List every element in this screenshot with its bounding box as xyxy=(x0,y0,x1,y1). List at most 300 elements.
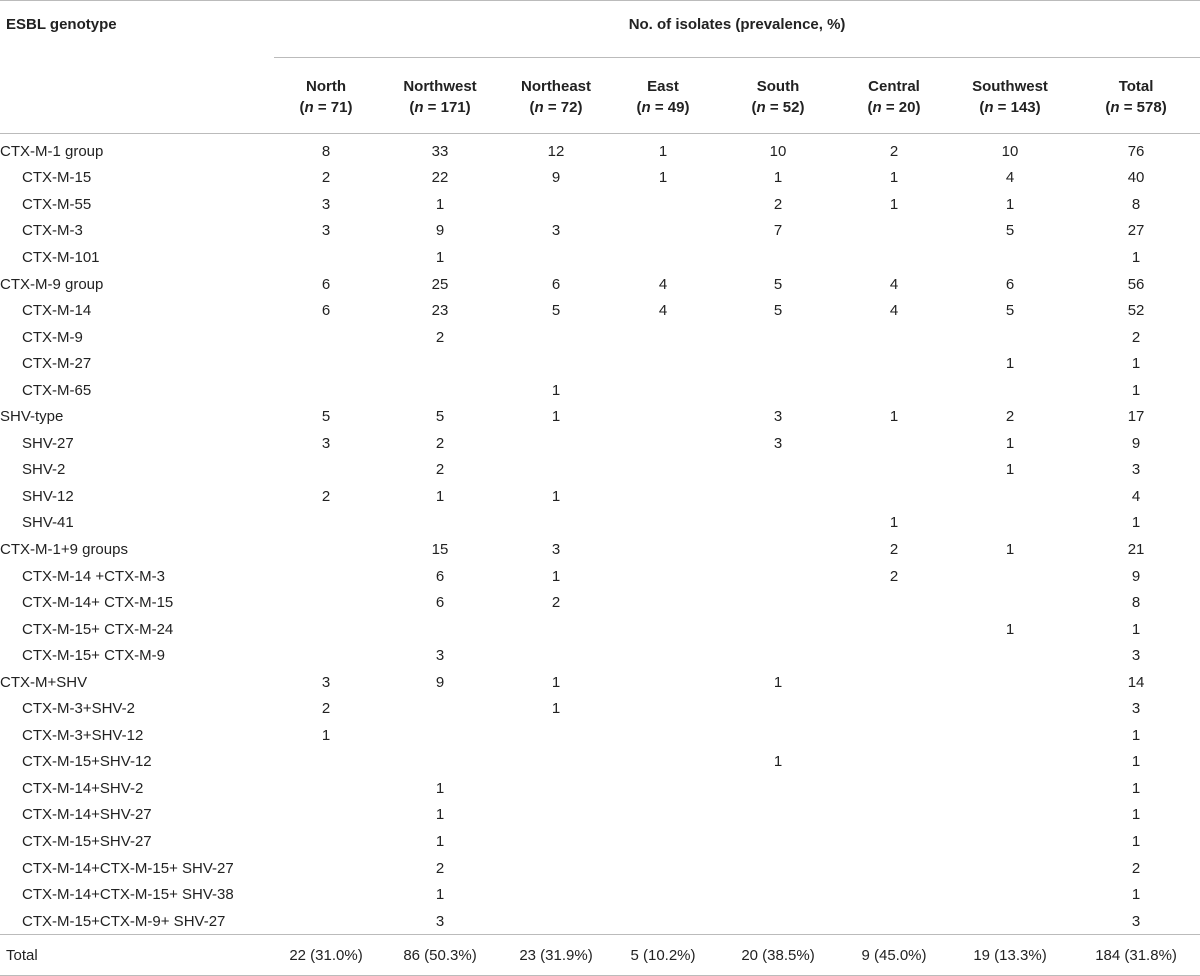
count-cell-northeast xyxy=(502,802,610,829)
genotype-label: CTX-M-14+CTX-M-15+ SHV-27 xyxy=(22,859,234,877)
count-cell-east xyxy=(610,536,716,563)
count-cell-northeast xyxy=(502,430,610,457)
count-cell-north xyxy=(274,828,378,855)
count-cell-central xyxy=(840,642,948,669)
count-cell-east xyxy=(610,828,716,855)
column-header-name: Southwest xyxy=(972,78,1048,95)
table-row xyxy=(0,669,1200,696)
count-cell-total: 40 xyxy=(1127,169,1145,187)
table-row xyxy=(0,536,1200,563)
genotype-label: SHV-41 xyxy=(22,514,74,532)
count-cell-southwest: 1 xyxy=(1005,620,1015,638)
total-cell-central: 9 (45.0%) xyxy=(840,935,948,976)
count-cell-central: 2 xyxy=(889,142,899,160)
count-cell-east xyxy=(610,244,716,271)
count-cell-south: 10 xyxy=(769,142,787,160)
table-row xyxy=(0,191,1200,218)
count-cell-south: 1 xyxy=(773,753,783,771)
count-cell-northeast xyxy=(502,855,610,882)
table-row xyxy=(0,589,1200,616)
table-row xyxy=(0,483,1200,510)
genotype-label: CTX-M-14+SHV-2 xyxy=(22,779,144,797)
count-cell-northwest xyxy=(378,695,502,722)
count-cell-central xyxy=(840,483,948,510)
count-cell-total: 56 xyxy=(1127,275,1145,293)
count-cell-northeast: 1 xyxy=(551,673,561,691)
count-cell-central xyxy=(840,430,948,457)
count-cell-central xyxy=(840,855,948,882)
count-cell-north xyxy=(274,244,378,271)
count-cell-central xyxy=(840,695,948,722)
genotype-label: CTX-M-55 xyxy=(22,195,92,213)
genotype-label: SHV-12 xyxy=(22,487,74,505)
count-cell-central xyxy=(840,218,948,245)
count-cell-total: 1 xyxy=(1131,620,1141,638)
count-cell-southwest xyxy=(948,749,1072,776)
count-cell-south: 1 xyxy=(773,169,783,187)
count-cell-north xyxy=(274,563,378,590)
column-header-equals: = xyxy=(650,99,668,116)
count-cell-southwest xyxy=(948,828,1072,855)
count-cell-central: 1 xyxy=(889,169,899,187)
count-cell-total: 1 xyxy=(1131,726,1141,744)
column-header-paren-open: ( xyxy=(409,99,415,116)
count-cell-east xyxy=(610,749,716,776)
table-row xyxy=(0,908,1200,935)
count-cell-northeast: 3 xyxy=(551,222,561,240)
count-cell-north xyxy=(274,775,378,802)
count-cell-northeast xyxy=(502,244,610,271)
count-cell-southwest xyxy=(948,563,1072,590)
count-cell-central xyxy=(840,244,948,271)
table-row xyxy=(0,165,1200,192)
table-row xyxy=(0,802,1200,829)
count-cell-southwest xyxy=(948,642,1072,669)
column-header-paren-close: ) xyxy=(347,99,353,116)
count-cell-total: 14 xyxy=(1127,673,1145,691)
count-cell-southwest xyxy=(948,802,1072,829)
count-cell-south xyxy=(716,536,840,563)
count-cell-total: 2 xyxy=(1131,328,1141,346)
count-cell-northwest: 2 xyxy=(435,859,445,877)
count-cell-central: 1 xyxy=(889,408,899,426)
count-cell-north xyxy=(274,324,378,351)
count-cell-east: 1 xyxy=(658,169,668,187)
table-row xyxy=(0,749,1200,776)
count-cell-northeast xyxy=(502,350,610,377)
count-cell-southwest xyxy=(948,855,1072,882)
column-header-central xyxy=(840,58,948,134)
count-cell-northwest xyxy=(378,510,502,537)
column-header-name: Central xyxy=(868,78,920,95)
table-row xyxy=(0,828,1200,855)
column-header-paren-open: ( xyxy=(529,99,535,116)
genotype-label: CTX-M-3+SHV-2 xyxy=(22,700,135,718)
table-row xyxy=(0,881,1200,908)
column-header-n-value: 49 xyxy=(667,99,685,116)
count-cell-total: 8 xyxy=(1131,594,1141,612)
genotype-label: CTX-M-14+CTX-M-15+ SHV-38 xyxy=(22,886,234,904)
column-header-northwest xyxy=(378,58,502,134)
table-row xyxy=(0,510,1200,537)
count-cell-north xyxy=(274,642,378,669)
column-header-equals: = xyxy=(423,99,441,116)
count-cell-central xyxy=(840,749,948,776)
count-cell-total: 1 xyxy=(1131,886,1141,904)
count-cell-northwest: 2 xyxy=(435,434,445,452)
column-header-paren-open: ( xyxy=(979,99,985,116)
count-cell-central: 2 xyxy=(889,567,899,585)
count-cell-northwest: 6 xyxy=(435,594,445,612)
table-row xyxy=(0,775,1200,802)
count-cell-northeast xyxy=(502,616,610,643)
count-cell-south xyxy=(716,855,840,882)
count-cell-northeast xyxy=(502,324,610,351)
count-cell-north xyxy=(274,536,378,563)
count-cell-southwest: 1 xyxy=(1005,355,1015,373)
column-header-n-symbol: n xyxy=(534,99,544,116)
total-cell-north: 22 (31.0%) xyxy=(274,935,378,976)
count-cell-north xyxy=(274,908,378,935)
count-cell-northwest: 1 xyxy=(435,886,445,904)
count-cell-south: 3 xyxy=(773,434,783,452)
count-cell-east xyxy=(610,218,716,245)
genotype-label: CTX-M-9 group xyxy=(0,275,104,293)
count-cell-northwest: 15 xyxy=(431,540,449,558)
count-cell-northwest: 9 xyxy=(435,222,445,240)
count-cell-total: 3 xyxy=(1131,912,1141,930)
total-cell-southwest: 19 (13.3%) xyxy=(948,935,1072,976)
count-cell-central: 1 xyxy=(889,514,899,532)
count-cell-total: 1 xyxy=(1131,248,1141,266)
count-cell-east xyxy=(610,908,716,935)
genotype-label: CTX-M-15+SHV-12 xyxy=(22,753,152,771)
column-header-east xyxy=(610,58,716,134)
count-cell-northeast: 1 xyxy=(551,381,561,399)
genotype-label: CTX-M-14+SHV-27 xyxy=(22,806,152,824)
count-cell-east xyxy=(610,191,716,218)
genotype-label: CTX-M-9 xyxy=(22,328,83,346)
count-cell-northwest xyxy=(378,377,502,404)
count-cell-north: 2 xyxy=(321,487,331,505)
count-cell-east xyxy=(610,722,716,749)
total-cell-east: 5 (10.2%) xyxy=(610,935,716,976)
count-cell-south xyxy=(716,828,840,855)
count-cell-north: 1 xyxy=(321,726,331,744)
count-cell-central: 4 xyxy=(889,302,899,320)
column-header-name: Total xyxy=(1118,78,1154,95)
column-header-name: Northwest xyxy=(403,78,477,95)
column-header-n-value: 71 xyxy=(330,99,348,116)
column-header-name: North xyxy=(306,78,346,95)
count-cell-north: 2 xyxy=(321,169,331,187)
count-cell-northeast xyxy=(502,775,610,802)
count-cell-east xyxy=(610,802,716,829)
count-cell-southwest xyxy=(948,377,1072,404)
count-cell-east xyxy=(610,695,716,722)
count-cell-northeast: 1 xyxy=(551,700,561,718)
count-cell-south xyxy=(716,483,840,510)
total-cell-south: 20 (38.5%) xyxy=(716,935,840,976)
count-cell-southwest: 1 xyxy=(1005,540,1015,558)
count-cell-north xyxy=(274,749,378,776)
count-cell-east: 1 xyxy=(658,142,668,160)
header-empty-cell xyxy=(0,58,274,134)
count-cell-east: 4 xyxy=(658,275,668,293)
count-cell-northeast: 6 xyxy=(551,275,561,293)
count-cell-south xyxy=(716,616,840,643)
count-cell-central xyxy=(840,377,948,404)
count-cell-northwest: 22 xyxy=(431,169,449,187)
count-cell-southwest: 1 xyxy=(1005,461,1015,479)
count-cell-northeast: 5 xyxy=(551,302,561,320)
count-cell-southwest xyxy=(948,589,1072,616)
count-cell-south xyxy=(716,350,840,377)
table-row xyxy=(0,457,1200,484)
count-cell-northwest: 2 xyxy=(435,461,445,479)
count-cell-southwest xyxy=(948,908,1072,935)
count-cell-south xyxy=(716,908,840,935)
column-header-paren-close: ) xyxy=(799,99,805,116)
count-cell-northeast: 3 xyxy=(551,540,561,558)
column-header-n-symbol: n xyxy=(872,99,882,116)
column-header-n-symbol: n xyxy=(641,99,651,116)
genotype-label: CTX-M-14 xyxy=(22,302,92,320)
total-row-label: Total xyxy=(0,935,274,976)
count-cell-southwest: 6 xyxy=(1005,275,1015,293)
count-cell-northeast xyxy=(502,722,610,749)
count-cell-north: 3 xyxy=(321,673,331,691)
count-cell-north xyxy=(274,855,378,882)
genotype-label: CTX-M-101 xyxy=(22,248,100,266)
count-cell-southwest xyxy=(948,669,1072,696)
genotype-header: ESBL genotype xyxy=(6,16,117,33)
table-row xyxy=(0,271,1200,298)
column-header-paren-open: ( xyxy=(1105,99,1111,116)
count-cell-north: 3 xyxy=(321,434,331,452)
column-header-paren-close: ) xyxy=(1161,99,1167,116)
count-cell-northeast xyxy=(502,908,610,935)
genotype-label: CTX-M-15+ CTX-M-24 xyxy=(22,620,174,638)
genotype-label: SHV-27 xyxy=(22,434,74,452)
count-cell-east xyxy=(610,430,716,457)
table-row xyxy=(0,563,1200,590)
genotype-label: CTX-M-1 group xyxy=(0,142,104,160)
column-header-equals: = xyxy=(543,99,561,116)
genotype-label: SHV-type xyxy=(0,408,64,426)
count-cell-north: 3 xyxy=(321,195,331,213)
count-cell-total: 3 xyxy=(1131,647,1141,665)
count-cell-south xyxy=(716,589,840,616)
count-cell-north: 6 xyxy=(321,302,331,320)
count-cell-northwest: 3 xyxy=(435,912,445,930)
count-cell-north xyxy=(274,350,378,377)
count-cell-east xyxy=(610,775,716,802)
count-cell-central xyxy=(840,802,948,829)
count-cell-northwest: 1 xyxy=(435,806,445,824)
column-header-n-value: 171 xyxy=(440,99,466,116)
count-cell-northwest xyxy=(378,350,502,377)
count-cell-southwest: 2 xyxy=(1005,408,1015,426)
count-cell-southwest xyxy=(948,510,1072,537)
count-cell-north xyxy=(274,802,378,829)
count-cell-north xyxy=(274,377,378,404)
table-row xyxy=(0,430,1200,457)
genotype-label: CTX-M-1+9 groups xyxy=(0,540,128,558)
genotype-label: CTX-M-65 xyxy=(22,381,92,399)
count-cell-southwest xyxy=(948,483,1072,510)
count-cell-northeast: 12 xyxy=(547,142,565,160)
count-cell-south: 3 xyxy=(773,408,783,426)
count-cell-northwest: 23 xyxy=(431,302,449,320)
column-header-name: Northeast xyxy=(520,78,591,95)
count-cell-northwest: 1 xyxy=(435,195,445,213)
table-header xyxy=(0,1,1200,134)
count-cell-southwest: 1 xyxy=(1005,195,1015,213)
header-row-columns xyxy=(0,58,1200,134)
count-cell-total: 17 xyxy=(1127,408,1145,426)
count-cell-north xyxy=(274,881,378,908)
column-header-paren-open: ( xyxy=(299,99,305,116)
count-cell-total: 9 xyxy=(1131,567,1141,585)
count-cell-north xyxy=(274,616,378,643)
count-cell-total: 4 xyxy=(1131,487,1141,505)
count-cell-south xyxy=(716,695,840,722)
count-cell-central: 2 xyxy=(889,540,899,558)
count-cell-total: 3 xyxy=(1131,461,1141,479)
count-cell-southwest xyxy=(948,722,1072,749)
count-cell-north: 3 xyxy=(321,222,331,240)
column-header-southwest xyxy=(948,58,1072,134)
genotype-label: SHV-2 xyxy=(22,461,66,479)
count-cell-total: 52 xyxy=(1127,302,1145,320)
count-cell-southwest xyxy=(948,244,1072,271)
count-cell-central xyxy=(840,616,948,643)
count-cell-south xyxy=(716,457,840,484)
count-cell-southwest: 1 xyxy=(1005,434,1015,452)
count-cell-east xyxy=(610,881,716,908)
column-header-total xyxy=(1072,58,1200,134)
count-cell-south xyxy=(716,324,840,351)
genotype-label: CTX-M-14 +CTX-M-3 xyxy=(22,567,165,585)
column-header-name: South xyxy=(756,78,800,95)
count-cell-northeast: 1 xyxy=(551,567,561,585)
table-row xyxy=(0,695,1200,722)
count-cell-northwest: 2 xyxy=(435,328,445,346)
count-cell-north xyxy=(274,457,378,484)
count-cell-east xyxy=(610,589,716,616)
count-cell-south xyxy=(716,563,840,590)
column-header-equals: = xyxy=(881,99,899,116)
table-row xyxy=(0,377,1200,404)
column-header-paren-open: ( xyxy=(751,99,757,116)
table-row xyxy=(0,403,1200,430)
column-header-paren-close: ) xyxy=(465,99,471,116)
genotype-label: CTX-M-3 xyxy=(22,222,83,240)
column-header-n-symbol: n xyxy=(1110,99,1120,116)
count-cell-southwest xyxy=(948,775,1072,802)
column-header-paren-open: ( xyxy=(636,99,642,116)
count-cell-north: 2 xyxy=(321,700,331,718)
table-row xyxy=(0,297,1200,324)
total-row xyxy=(0,935,1200,976)
count-cell-east xyxy=(610,377,716,404)
count-cell-northeast xyxy=(502,191,610,218)
count-cell-total: 8 xyxy=(1131,195,1141,213)
column-header-equals: = xyxy=(1119,99,1137,116)
table-row xyxy=(0,722,1200,749)
count-cell-total: 21 xyxy=(1127,540,1145,558)
count-cell-south xyxy=(716,510,840,537)
count-cell-total: 1 xyxy=(1131,355,1141,373)
count-cell-east xyxy=(610,510,716,537)
count-cell-east xyxy=(610,669,716,696)
table-row xyxy=(0,855,1200,882)
column-header-n-value: 52 xyxy=(782,99,800,116)
count-cell-central xyxy=(840,457,948,484)
column-header-n-symbol: n xyxy=(756,99,766,116)
column-header-name: East xyxy=(647,78,679,95)
count-cell-central xyxy=(840,669,948,696)
count-cell-southwest xyxy=(948,695,1072,722)
count-cell-total: 1 xyxy=(1131,514,1141,532)
count-cell-central xyxy=(840,324,948,351)
count-cell-central xyxy=(840,589,948,616)
table-row xyxy=(0,350,1200,377)
count-cell-north xyxy=(274,510,378,537)
column-header-n-symbol: n xyxy=(414,99,424,116)
count-cell-northwest: 6 xyxy=(435,567,445,585)
count-cell-total: 1 xyxy=(1131,779,1141,797)
column-header-n-value: 143 xyxy=(1010,99,1036,116)
count-cell-southwest: 5 xyxy=(1005,302,1015,320)
count-cell-south: 5 xyxy=(773,302,783,320)
count-cell-northeast xyxy=(502,881,610,908)
column-header-northeast xyxy=(502,58,610,134)
count-cell-northwest: 1 xyxy=(435,248,445,266)
count-cell-south xyxy=(716,722,840,749)
count-cell-northeast: 1 xyxy=(551,487,561,505)
column-header-equals: = xyxy=(313,99,331,116)
count-cell-northwest: 1 xyxy=(435,779,445,797)
table-row xyxy=(0,134,1200,165)
count-cell-southwest xyxy=(948,881,1072,908)
table-row xyxy=(0,616,1200,643)
count-cell-northeast xyxy=(502,749,610,776)
count-cell-north: 8 xyxy=(321,142,331,160)
count-cell-north: 5 xyxy=(321,408,331,426)
count-cell-northwest: 1 xyxy=(435,832,445,850)
count-cell-total: 1 xyxy=(1131,753,1141,771)
count-cell-east: 4 xyxy=(658,302,668,320)
count-cell-total: 27 xyxy=(1127,222,1145,240)
column-header-paren-close: ) xyxy=(684,99,690,116)
count-cell-central xyxy=(840,828,948,855)
genotype-label: CTX-M-14+ CTX-M-15 xyxy=(22,594,174,612)
count-cell-northeast: 2 xyxy=(551,594,561,612)
count-cell-total: 76 xyxy=(1127,142,1145,160)
count-cell-northeast: 1 xyxy=(551,408,561,426)
count-cell-east xyxy=(610,324,716,351)
genotype-label: CTX-M-15+CTX-M-9+ SHV-27 xyxy=(22,912,226,930)
count-cell-south: 7 xyxy=(773,222,783,240)
count-cell-northwest: 25 xyxy=(431,275,449,293)
count-cell-central: 4 xyxy=(889,275,899,293)
count-cell-east xyxy=(610,616,716,643)
count-cell-south xyxy=(716,244,840,271)
genotype-label: CTX-M-15+SHV-27 xyxy=(22,832,152,850)
count-cell-northwest xyxy=(378,749,502,776)
